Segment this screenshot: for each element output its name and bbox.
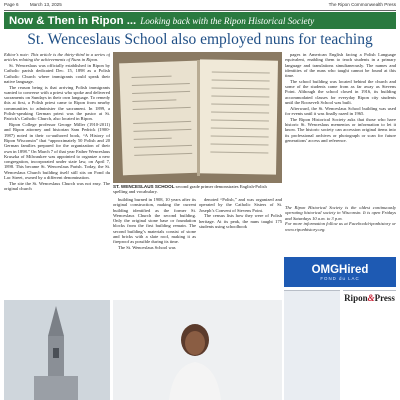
paragraph: denoted “Polish,” and was organized and operated by the Catholic Sisters of St. Joseph’s Convent of Stevens Point. <box>199 197 282 213</box>
article-column-3 <box>199 197 282 298</box>
paragraph: Ripon College professor George Miller (1910-2011) and Ripon attorney and historian Sam Pedrick (1900-1987) noted in their co-authored book, “A History of Ripon Wisconsin” that “approximately 50 Polish and 20 German families prepared for the organization of their own in 1898.” On March 7 of that year Father Wenceslaus Kruszka of Milwaukee was appointed to organize a new congregation, incorporated under state law, on April 7, 1898. This became St. Wenceslaus Parish. Today, the St. Wenceslaus Church building itself still sits on Fond du Lac Street, owned by a different denomination. <box>4 122 110 180</box>
ripon-press-logo: Ripon&Press <box>344 293 395 303</box>
article-column-1 <box>4 52 110 298</box>
photo-caption <box>113 184 282 195</box>
tower-photo <box>4 300 110 400</box>
paragraph: pages in American English facing a Polish Language equivalent, enabling them to teach students in a primary language and translations simultaneously. The names and identities of the nuns who taught cannot be found at this time. <box>285 52 396 79</box>
society-about: The Ripon Historical Society is the oldest continuously operating historical society in Wisconsin. It is open Fridays and Saturdays 10 a.m. to 3 p.m. <box>285 205 396 221</box>
top-rule <box>4 10 396 11</box>
omghired-logo: OMGHired <box>311 263 369 276</box>
paragraph: The census lists how they were of Polish heritage. At its peak, the nuns taught 175 students using schoolbook <box>199 213 282 229</box>
omghired-ad[interactable] <box>284 257 396 287</box>
person-photo <box>113 300 282 400</box>
paragraph: building burned in 1908, 10 years after its original construction, making the current building identified as the former St. Wenceslaus Church the second building. Only the original stone base or foundation blocks from the first building remain. The second building’s materials consist of stone and bricks with a slate roof, making it as fireproof as possible during its time. <box>113 197 196 245</box>
paragraph: The site the St. Wenceslaus Church was not easy. The original church <box>4 180 110 191</box>
paragraph: The reason being is that arriving Polish immigrants wanted to converse with a priest who spoke and delivered sacraments on Sundays in their own language. To remedy this at first, a Polish priest came to Ripon from nearby communities to administer the sacrament. In 1899, a Polish-speaking German priest was the pastor at St. Patrick’s Catholic Church, also located in Ripon. <box>4 84 110 122</box>
caption-bold: ST. WENCESLAUS SCHOOL <box>113 184 175 189</box>
banner-subtitle: Looking back with the Ripon Historical Society <box>140 15 315 26</box>
tower-illustration <box>4 300 110 400</box>
person-illustration <box>113 300 282 400</box>
society-contact: For more information follow us at Facebook/riponhistory or www.riponhistory.org. <box>285 221 396 232</box>
caption-text: second grade primer demonstrates English-Polish spelling and vocabulary. <box>113 184 267 195</box>
banner-title: Now & Then in Ripon ... <box>9 14 137 27</box>
ripon-press-ad[interactable] <box>343 290 396 400</box>
society-note <box>285 205 396 255</box>
headline: St. Wenceslaus School also employed nuns for teaching <box>27 31 373 48</box>
paragraph: The St. Wenceslaus School was <box>118 245 176 251</box>
primer-photo <box>113 52 282 183</box>
primer-gutter <box>197 60 200 176</box>
issue-date: March 13, 2025 <box>29 2 62 7</box>
primer-left-page <box>119 61 201 176</box>
paragraph: Afterward, the St. Wenceslaus School building was used for events until it was finally razed in 1965. <box>285 105 396 117</box>
omghired-sub: FOND du LAC <box>320 275 360 281</box>
primer-right-page <box>198 59 278 174</box>
article-column-2 <box>113 197 196 298</box>
article-column-4 <box>285 52 396 202</box>
paper-name: The Ripon Commonwealth Press <box>328 2 396 7</box>
editor-note: Editor’s note: This article is the thirty-third in a series of articles relating the achievements of Nuns in Ripon. <box>4 52 110 63</box>
page-number: Page 6 <box>4 2 19 7</box>
ad-placeholder-left <box>284 290 340 400</box>
paragraph: The school building was located behind the church and some of the students came from as far away as Stevens Point. Although the school closed in 1916, its building accommodated classes for everyday Ripon city students until the Roosevelt School was built. <box>285 78 396 106</box>
paragraph: St. Wenceslaus was officially established in Ripon by Catholic parish dedicated Dec. 15, 1898 as a Polish Catholic Church where immigrants could speak their native language. <box>4 62 110 84</box>
section-banner <box>4 12 396 29</box>
paragraph: The Ripon Historical Society asks that those who have historic St. Wenceslaus mementos or information to let it know. The historic society can accession original items into its professional archives or photograph or scan for future generations’ access and reference. <box>285 116 396 143</box>
